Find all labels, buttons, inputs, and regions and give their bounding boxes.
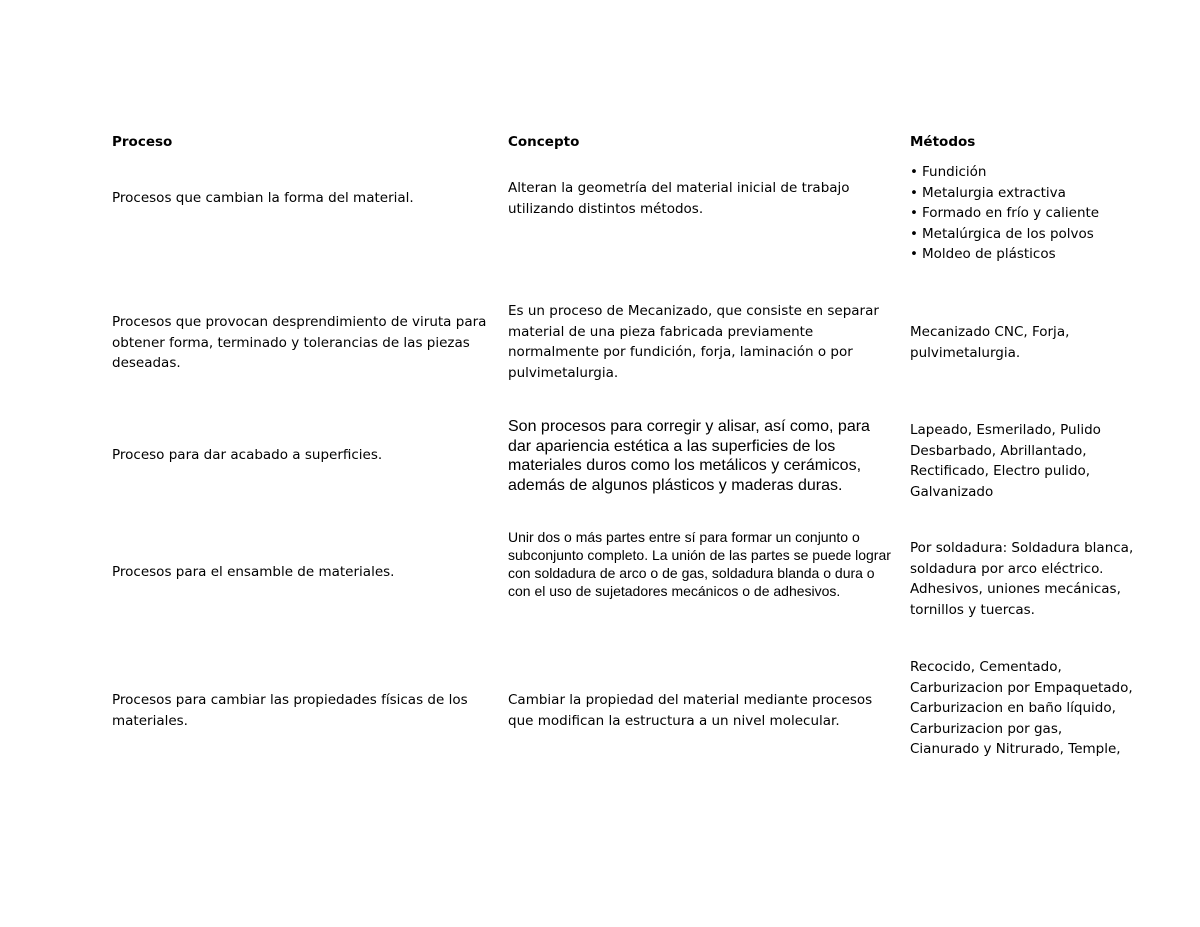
bullet-icon: • xyxy=(910,164,918,180)
row-5-metodos: Recocido, Cementado, Carburizacion por Empaquetado, Carburizacion en baño líquido, Carburizacion por gas, Cianurado y Nitrurado, Temple, xyxy=(910,659,1133,757)
row-4-concepto: Unir dos o más partes entre sí para formar un conjunto o subconjunto completo. La unión de las partes se puede lograr con soldadura de arco o de gas, soldadura blanda o dura o con el uso de sujetadores mecánicos o de adhesivos. xyxy=(508,529,891,599)
row-2-metodos: Mecanizado CNC, Forja, pulvimetalurgia. xyxy=(910,324,1070,361)
row-3-proceso: Proceso para dar acabado a superficies. xyxy=(112,447,383,463)
list-item: • Metalurgia extractiva xyxy=(910,183,1135,204)
header-concepto: Concepto xyxy=(508,134,580,150)
bullet-icon: • xyxy=(910,246,918,262)
row-5-concepto: Cambiar la propiedad del material mediante procesos que modifican la estructura a un nivel molecular. xyxy=(508,692,873,729)
bullet-icon: • xyxy=(910,225,918,242)
row-1-proceso: Procesos que cambian la forma del material. xyxy=(112,190,414,206)
header-proceso: Proceso xyxy=(112,134,173,150)
row-2-proceso: Procesos que provocan desprendimiento de viruta para obtener forma, terminado y tolerancias de las piezas deseadas. xyxy=(112,314,487,371)
list-item: • Moldeo de plásticos xyxy=(910,244,1135,265)
row-5-proceso: Procesos para cambiar las propiedades físicas de los materiales. xyxy=(112,692,468,729)
row-3-concepto: Son procesos para corregir y alisar, así como, para dar apariencia estética a las superficies de los materiales duros como los metálicos y cerámicos, además de algunos plásticos y maderas duras. xyxy=(508,418,870,494)
bullet-icon: • xyxy=(910,205,918,221)
row-1-metodos-list xyxy=(910,162,1135,265)
list-item: • Fundición xyxy=(910,162,1135,183)
row-3-metodos: Lapeado, Esmerilado, Pulido Desbarbado, Abrillantado, Rectificado, Electro pulido, Galvanizado xyxy=(910,422,1101,500)
row-1-metodos xyxy=(910,162,1135,265)
row-4-proceso: Procesos para el ensamble de materiales. xyxy=(112,564,395,580)
list-item: • Formado en frío y caliente xyxy=(910,203,1135,224)
list-item: • Metalúrgica de los polvos xyxy=(910,224,1135,245)
row-1-concepto: Alteran la geometría del material inicial de trabajo utilizando distintos métodos. xyxy=(508,180,850,217)
header-metodos: Métodos xyxy=(910,134,976,150)
row-4-metodos: Por soldadura: Soldadura blanca, soldadura por arco eléctrico. Adhesivos, uniones mecánicas, tornillos y tuercas. xyxy=(910,540,1134,618)
row-2-concepto: Es un proceso de Mecanizado, que consiste en separar material de una pieza fabricada previamente normalmente por fundición, forja, laminación o por pulvimetalurgia. xyxy=(508,303,879,381)
bullet-icon: • xyxy=(910,184,918,201)
